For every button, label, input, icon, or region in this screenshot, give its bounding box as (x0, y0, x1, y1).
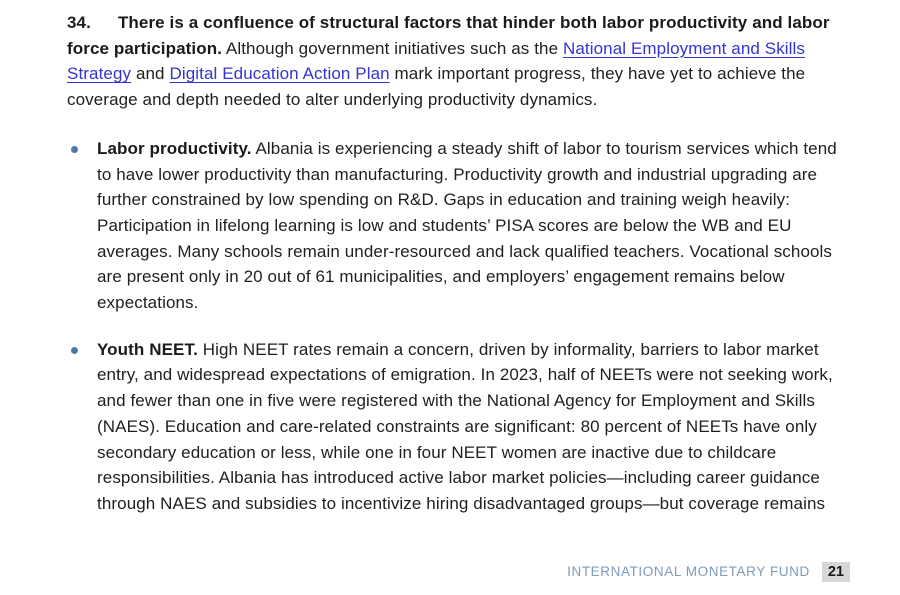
bullet-text (97, 136, 848, 316)
bullet-marker-column (67, 337, 97, 354)
footer-organization-label: INTERNATIONAL MONETARY FUND (567, 564, 810, 580)
page-number-badge: 21 (822, 562, 850, 583)
bullet-marker-column (67, 136, 97, 153)
paragraph-bold-lead: There is a confluence of structural factors that hinder both labor productivity and labor force participation. (67, 13, 830, 58)
link-national-employment-skills-strategy[interactable]: National Employment and Skills Strategy (67, 38, 806, 84)
paragraph-number: 34. (67, 13, 91, 32)
paragraph-text: and (131, 64, 170, 84)
paragraph-text: Although government initiatives such as the (222, 38, 563, 58)
bullet-list (67, 136, 848, 517)
bullet-icon (71, 146, 78, 153)
bullet-body-labor-productivity: Albania is experiencing a steady shift of labor to tourism services which tend to have lower productivity than manufacturing. Productivity growth and industrial upgrading are further constrained by low spending on R&D. Gaps in education and training weigh heavily: Participation in lifelong learning is low and students’ PISA scores are below the WB and EU averages. Many schools remain under-resourced and lack qualified teachers. Vocational schools are present only in 20 out of 61 municipalities, and employers’ engagement remains below expectations. (97, 138, 837, 313)
paragraph-text: mark important progress, they have yet to achieve the coverage and depth needed to alter underlying productivity dynamics. (67, 64, 806, 110)
bullet-labor-productivity (67, 136, 848, 316)
bullet-youth-neet (67, 337, 848, 517)
page-footer (567, 562, 850, 583)
bullet-lead-youth-neet: Youth NEET. (97, 339, 198, 359)
bullet-body-youth-neet: High NEET rates remain a concern, driven by informality, barriers to labor market entry, and widespread expectations of emigration. In 2023, half of NEETs were not seeking work, and fewer than one in five were registered with the National Agency for Employment and Skills (NAES). Education and care-related constraints are significant: 80 percent of NEETs have only secondary education or less, while one in four NEET women are inactive due to childcare responsibilities. Albania has introduced active labor market policies—including career guidance through NAES and subsidies to incentivize hiring disadvantaged groups—but coverage remains (97, 339, 833, 513)
link-digital-education-action-plan[interactable]: Digital Education Action Plan (169, 64, 390, 84)
bullet-text (97, 337, 848, 517)
paragraph-34 (67, 10, 851, 113)
bullet-lead-labor-productivity: Labor productivity. (97, 138, 252, 158)
bullet-icon (71, 347, 78, 354)
